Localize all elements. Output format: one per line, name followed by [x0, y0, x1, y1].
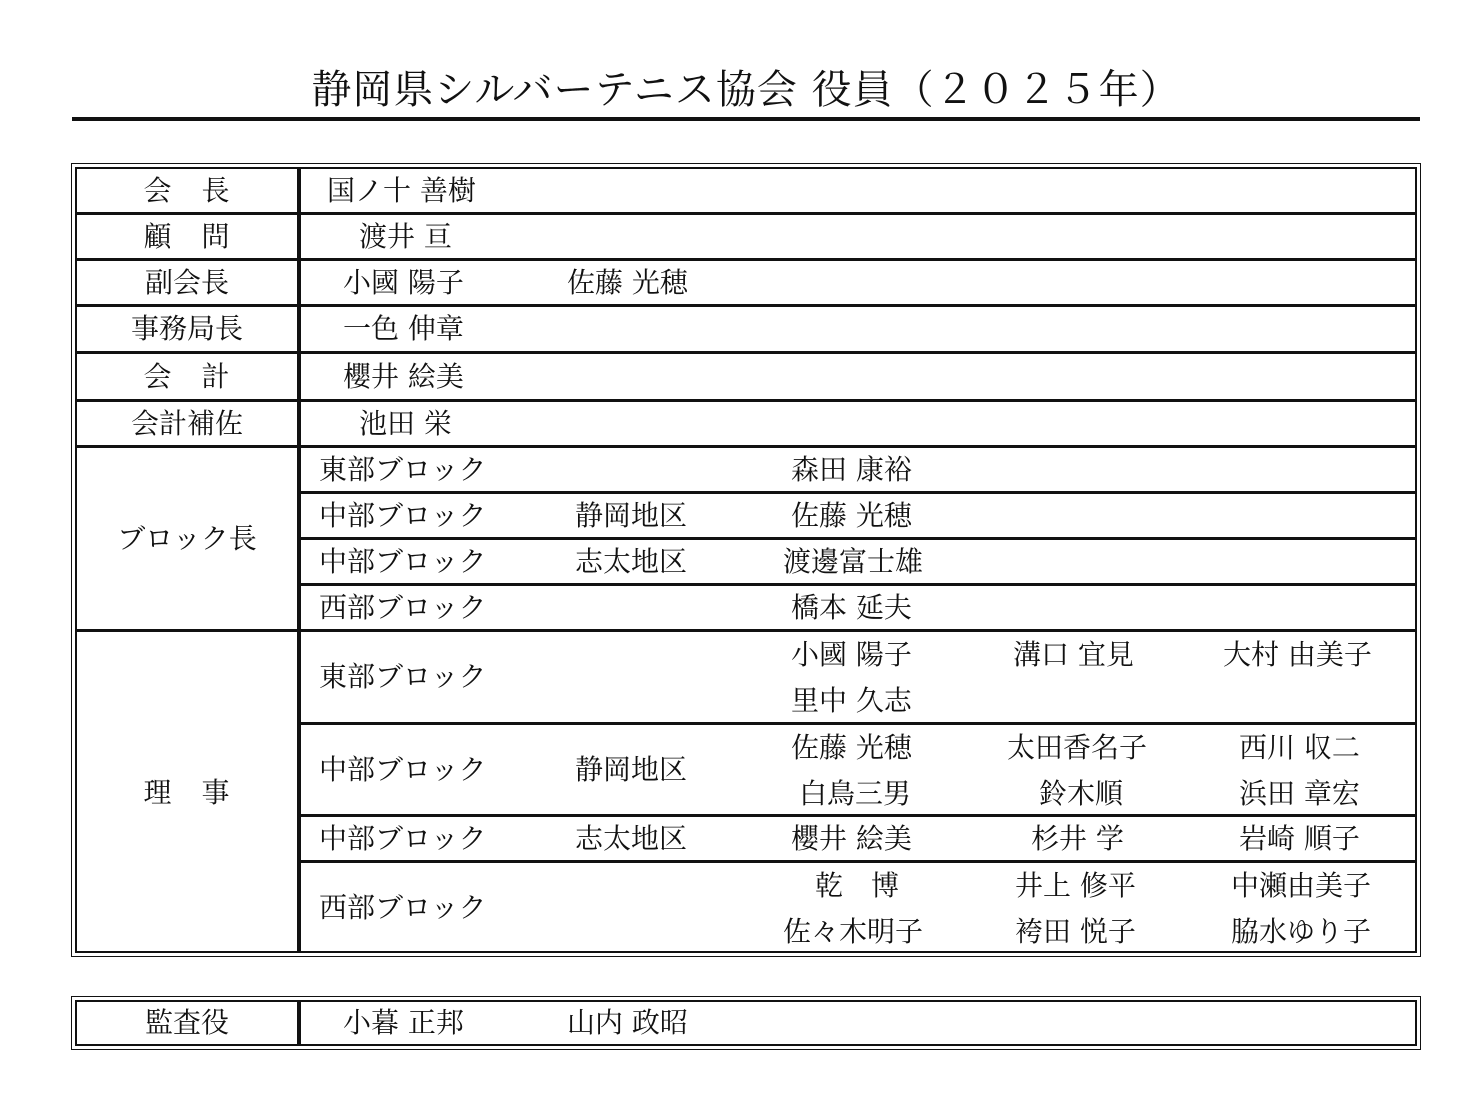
block-name: 東部ブロック [319, 453, 487, 486]
officer-name: 国ノ十 善樹 [327, 174, 476, 207]
role-label: 副会長 [144, 266, 229, 299]
director-name: 西川 収二 [1239, 731, 1360, 764]
director-name: 佐々木明子 [783, 915, 924, 948]
director-name: 脇水ゆり子 [1231, 915, 1372, 948]
officer-name: 渡邊富士雄 [783, 545, 924, 578]
director-name: 小國 陽子 [791, 638, 912, 671]
row-divider [77, 212, 1415, 215]
director-name: 岩崎 順子 [1239, 822, 1360, 855]
director-name: 太田香名子 [1007, 731, 1148, 764]
director-name: 白鳥三男 [799, 777, 912, 810]
row-divider [301, 537, 1415, 540]
row-divider [77, 629, 1415, 632]
block-name: 西部ブロック [319, 591, 487, 624]
officer-name: 小國 陽子 [343, 266, 464, 299]
column-divider [297, 169, 301, 951]
officer-name: 森田 康裕 [791, 453, 912, 486]
block-name: 中部ブロック [319, 753, 487, 786]
row-divider [77, 304, 1415, 307]
page-title: 静岡県シルバーテニス協会 役員（２０２５年） [311, 67, 1181, 113]
officers-grid [75, 167, 1417, 953]
district-name: 静岡地区 [575, 499, 688, 532]
column-divider [297, 1002, 301, 1044]
row-divider [77, 399, 1415, 402]
director-name: 溝口 宜見 [1013, 638, 1134, 671]
row-divider [301, 860, 1415, 863]
district-name: 静岡地区 [575, 753, 688, 786]
officer-name: 渡井 亘 [359, 220, 452, 253]
officers-table [71, 163, 1421, 957]
director-name: 櫻井 絵美 [791, 822, 912, 855]
block-name: 西部ブロック [319, 891, 487, 924]
row-divider [301, 814, 1415, 817]
director-name: 浜田 章宏 [1239, 777, 1360, 810]
officer-name: 一色 伸章 [343, 312, 464, 345]
role-label: 会計補佐 [130, 407, 243, 440]
officer-name: 佐藤 光穂 [791, 499, 912, 532]
role-label: 理 事 [143, 776, 231, 809]
row-divider [77, 445, 1415, 448]
officer-name: 佐藤 光穂 [567, 266, 688, 299]
role-label: 監査役 [144, 1006, 229, 1039]
row-divider [301, 583, 1415, 586]
director-name: 杉井 学 [1031, 822, 1124, 855]
block-name: 中部ブロック [319, 499, 487, 532]
officer-name: 池田 栄 [359, 407, 452, 440]
role-label: 事務局長 [130, 312, 243, 345]
auditor-name: 小暮 正邦 [343, 1006, 464, 1039]
block-name: 中部ブロック [319, 822, 487, 855]
director-name: 佐藤 光穂 [791, 731, 912, 764]
block-name: 中部ブロック [319, 545, 487, 578]
director-name: 乾 博 [815, 869, 900, 902]
role-label: 会 計 [143, 360, 231, 393]
director-name: 中瀬由美子 [1231, 869, 1372, 902]
officer-name: 橋本 延夫 [791, 591, 912, 624]
director-name: 里中 久志 [791, 684, 912, 717]
director-name: 大村 由美子 [1223, 638, 1372, 671]
officer-name: 櫻井 絵美 [343, 360, 464, 393]
director-name: 鈴木順 [1039, 777, 1124, 810]
district-name: 志太地区 [575, 545, 688, 578]
district-name: 志太地区 [575, 822, 688, 855]
row-divider [301, 491, 1415, 494]
role-label: 会 長 [143, 174, 231, 207]
title-underline [72, 117, 1420, 121]
row-divider [77, 351, 1415, 354]
block-name: 東部ブロック [319, 660, 487, 693]
auditors-grid [75, 1000, 1417, 1046]
role-label: ブロック長 [117, 522, 257, 555]
director-name: 袴田 悦子 [1015, 915, 1136, 948]
director-name: 井上 修平 [1015, 869, 1136, 902]
row-divider [301, 722, 1415, 725]
auditor-name: 山内 政昭 [567, 1006, 688, 1039]
role-label: 顧 問 [143, 220, 231, 253]
auditors-table [71, 996, 1421, 1050]
row-divider [77, 258, 1415, 261]
